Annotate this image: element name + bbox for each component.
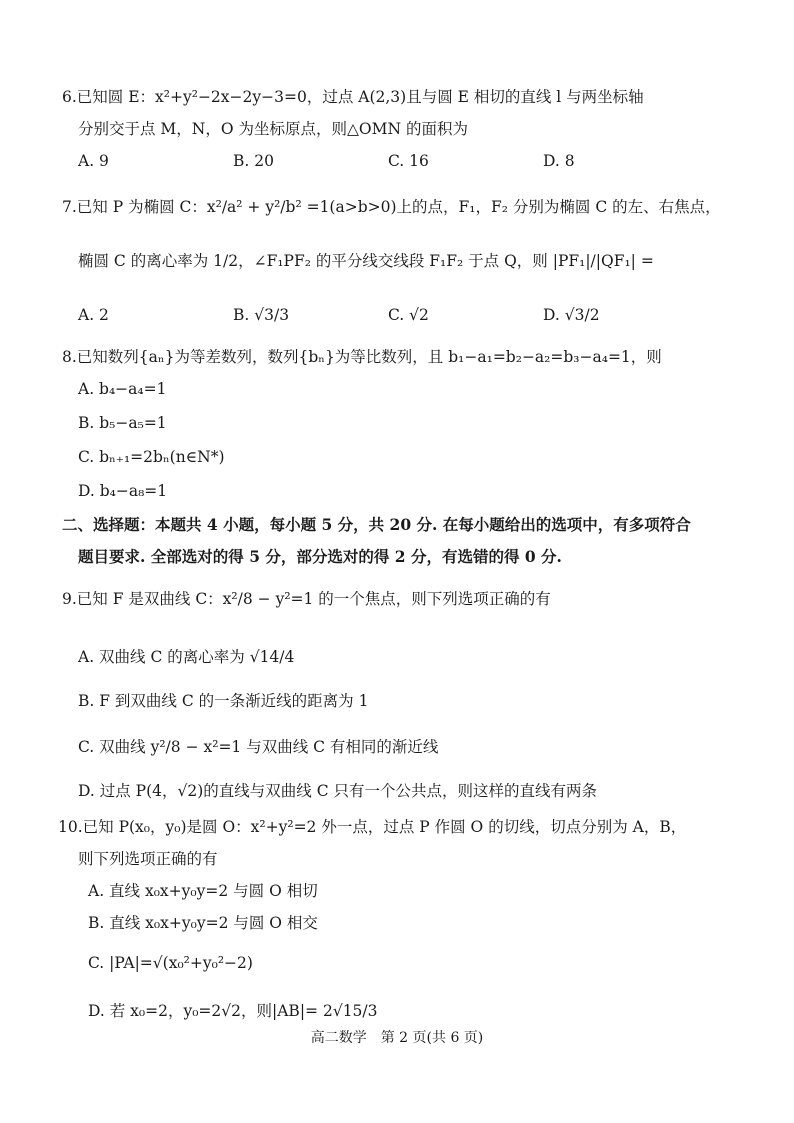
q8-option-b: B. b₅−a₅=1	[78, 414, 167, 432]
q8-option-a: A. b₄−a₄=1	[78, 380, 167, 398]
q7-option-d: D. √3/2	[543, 306, 600, 324]
q10-option-b: B. 直线 x₀x+y₀y=2 与圆 O 相交	[88, 914, 318, 932]
q7-option-c: C. √2	[388, 306, 429, 324]
q9-option-a: A. 双曲线 C 的离心率为 √14/4	[78, 648, 295, 666]
q9-stem: 9.已知 F 是双曲线 C：x²/8 − y²=1 的一个焦点，则下列选项正确的有	[62, 590, 551, 608]
q7-stem-line1: 7.已知 P 为椭圆 C：x²/a² + y²/b² =1(a>b>0)上的点，F₁，F₂ 分别为椭圆 C 的左、右焦点，	[62, 198, 721, 216]
section2-instructions-line1: 二、选择题：本题共 4 小题，每小题 5 分，共 20 分. 在每小题给出的选项中，有多项符合	[62, 515, 691, 534]
q10-stem-line1: 10.已知 P(x₀，y₀)是圆 O：x²+y²=2 外一点，过点 P 作圆 O 的切线，切点分别为 A，B，	[58, 818, 687, 836]
q9-option-c: C. 双曲线 y²/8 − x²=1 与双曲线 C 有相同的渐近线	[78, 738, 439, 756]
q7-option-b: B. √3/3	[233, 306, 290, 324]
q7-options	[78, 304, 698, 326]
q6-options	[78, 150, 698, 172]
q6-option-b: B. 20	[233, 152, 274, 170]
section2-instructions-line2: 题目要求. 全部选对的得 5 分，部分选对的得 2 分，有选错的得 0 分.	[78, 547, 562, 566]
q8-option-d: D. b₄−a₈=1	[78, 482, 168, 500]
q10-option-d: D. 若 x₀=2，y₀=2√2，则|AB|= 2√15/3	[88, 1002, 378, 1020]
q10-option-c: C. |PA|=√(x₀²+y₀²−2)	[88, 954, 253, 972]
q6-stem-line1: 6.已知圆 E：x²+y²−2x−2y−3=0，过点 A(2,3)且与圆 E 相切的直线 l 与两坐标轴	[62, 88, 644, 106]
q8-stem: 8.已知数列{aₙ}为等差数列，数列{bₙ}为等比数列，且 b₁−a₁=b₂−a₂=b₃−a₄=1，则	[62, 348, 662, 366]
q6-option-a: A. 9	[78, 152, 109, 170]
q10-stem-line2: 则下列选项正确的有	[78, 850, 218, 868]
q9-option-d: D. 过点 P(4，√2)的直线与双曲线 C 只有一个公共点，则这样的直线有两条	[78, 782, 597, 800]
q8-option-c: C. bₙ₊₁=2bₙ(n∈N*)	[78, 448, 225, 466]
page-footer: 高二数学 第 2 页(共 6 页)	[310, 1030, 484, 1046]
q6-option-c: C. 16	[388, 152, 429, 170]
q6-stem-line2: 分别交于点 M，N，O 为坐标原点，则△OMN 的面积为	[78, 120, 468, 138]
q6-option-d: D. 8	[543, 152, 575, 170]
q10-option-a: A. 直线 x₀x+y₀y=2 与圆 O 相切	[88, 882, 318, 900]
q7-stem-line2: 椭圆 C 的离心率为 1/2，∠F₁PF₂ 的平分线交线段 F₁F₂ 于点 Q，则 |PF₁|/|QF₁| =	[78, 252, 654, 270]
q9-option-b: B. F 到双曲线 C 的一条渐近线的距离为 1	[78, 692, 369, 710]
q7-option-a: A. 2	[78, 306, 109, 324]
